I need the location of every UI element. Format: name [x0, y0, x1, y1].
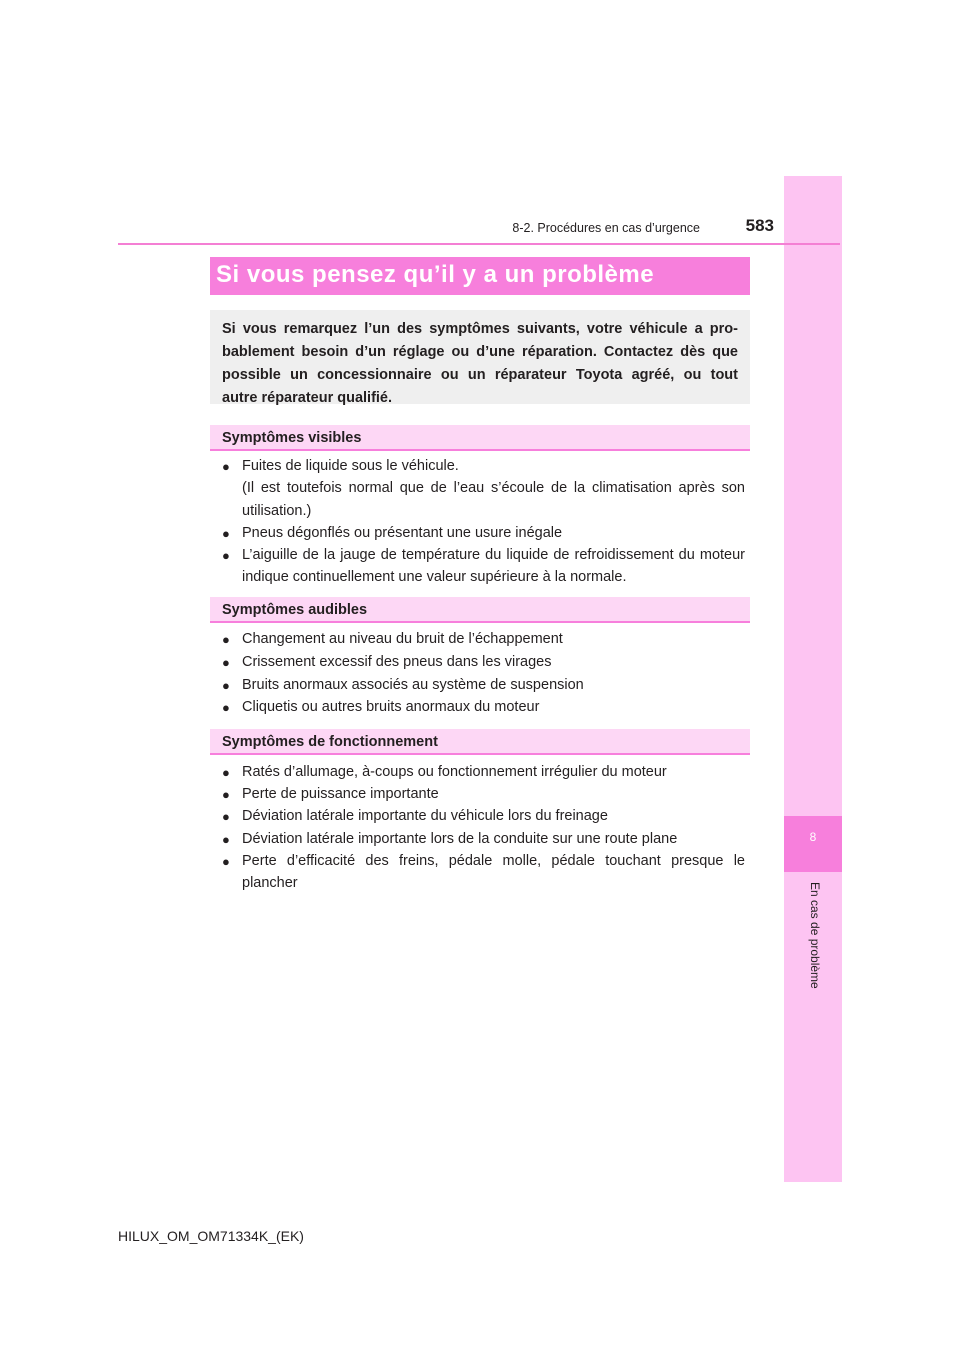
chapter-side-tab	[784, 176, 842, 1182]
chapter-number: 8	[809, 830, 817, 844]
bullet-icon: ●	[222, 832, 230, 847]
list-item-note: (Il est toutefois normal que de l’eau s’écoule de la climatisation après son utilisation.)	[242, 480, 745, 519]
running-header: 8-2. Procédures en cas d’urgence	[512, 221, 700, 235]
list-item: Pneus dégonflés ou présentant une usure inégale	[242, 525, 563, 541]
chapter-number-block	[784, 816, 842, 872]
intro-line: autre réparateur qualifié.	[222, 390, 393, 406]
bullet-icon: ●	[222, 459, 230, 474]
bullet-icon: ●	[222, 632, 230, 647]
list-item: Déviation latérale importante du véhicule lors du freinage	[242, 808, 608, 824]
bullet-icon: ●	[222, 526, 230, 541]
list-item: Crissement excessif des pneus dans les virages	[242, 654, 552, 670]
section-heading: Symptômes visibles	[222, 430, 362, 446]
page-title: Si vous pensez qu’il y a un problème	[216, 261, 655, 288]
section-heading: Symptômes audibles	[222, 602, 368, 618]
list-item: Ratés d’allumage, à-coups ou fonctionnement irrégulier du moteur	[242, 764, 667, 780]
list-item-text: Fuites de liquide sous le véhicule.	[242, 458, 459, 474]
header-rule	[118, 243, 840, 245]
page-number: 583	[745, 216, 774, 235]
bullet-icon: ●	[222, 787, 230, 802]
list-item: Cliquetis ou autres bruits anormaux du moteur	[242, 699, 540, 715]
bullet-icon: ●	[222, 765, 230, 780]
list-item: Déviation latérale importante lors de la conduite sur une route plane	[242, 831, 678, 847]
intro-line: bablement besoin d’un réglage ou d’une réparation. Contactez dès que	[222, 344, 738, 360]
list-item	[242, 455, 745, 522]
bullet-icon: ●	[222, 809, 230, 824]
list-item: Bruits anormaux associés au système de suspension	[242, 677, 584, 693]
intro-line: possible un concessionnaire ou un réparateur Toyota agréé, ou tout	[222, 367, 738, 383]
bullet-icon: ●	[222, 548, 230, 563]
bullet-icon: ●	[222, 678, 230, 693]
intro-text	[222, 318, 738, 410]
list-item: Changement au niveau du bruit de l’échappement	[242, 631, 563, 647]
bullet-icon: ●	[222, 854, 230, 869]
section-heading: Symptômes de fonctionnement	[222, 734, 438, 750]
chapter-label: En cas de problème	[808, 882, 822, 989]
list-item: Perte d’efficacité des freins, pédale molle, pédale touchant presque le plancher	[242, 853, 745, 892]
bullet-icon: ●	[222, 700, 230, 715]
document-code: HILUX_OM_OM71334K_(EK)	[118, 1228, 304, 1244]
list-item: L’aiguille de la jauge de température du liquide de refroidissement du moteur indique continuellement une valeur supérieure à la normale.	[242, 547, 745, 586]
bullet-icon: ●	[222, 655, 230, 670]
list-item: Perte de puissance importante	[242, 786, 439, 802]
intro-line: Si vous remarquez l’un des symptômes suivants, votre véhicule a pro-	[222, 321, 738, 337]
